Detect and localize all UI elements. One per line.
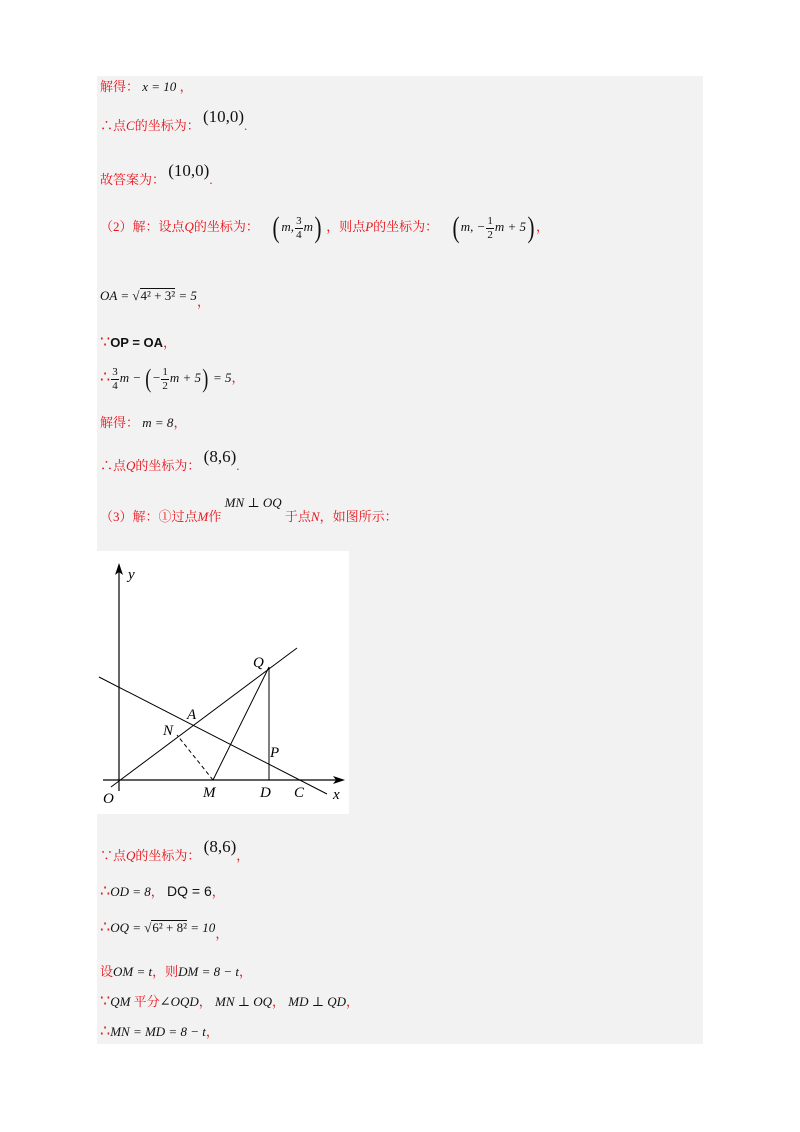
because-point: ∵点 [100, 848, 127, 863]
coord-text: 的坐标为： [135, 458, 201, 473]
var-q: Q [184, 218, 194, 234]
therefore-symbol: ∴ [100, 883, 111, 900]
md-perp-qd: MD ⊥ QD [288, 994, 347, 1009]
answer-value: (10,0) [168, 161, 210, 180]
right-paren: ) [527, 211, 535, 244]
part-3-label: （3）解：①过点 [100, 509, 198, 524]
fraction-1-2: $\frac{1}{2}$ [162, 366, 168, 392]
label-a: A [187, 707, 197, 723]
punctuation: ， [272, 994, 286, 1009]
punctuation: ， [231, 369, 245, 385]
part-2-line [100, 213, 549, 243]
punctuation: ， [179, 79, 193, 94]
as-shown: ，如图所示： [319, 509, 398, 524]
fraction-3-4: $\frac{3}{4}$ [296, 215, 302, 241]
then-point: ，则点 [326, 218, 366, 234]
oa-lhs: OA = [100, 288, 133, 303]
label-c: C [294, 785, 305, 801]
bisector-line [100, 994, 359, 1010]
punctuation: ， [150, 884, 164, 899]
segment-qm [213, 667, 269, 780]
coord-text: 的坐标为： [135, 848, 201, 863]
coord-value: (8,6) [203, 447, 237, 466]
therefore-point: ∴点 [100, 458, 127, 473]
equation: x = 10 [142, 79, 177, 94]
punctuation: ， [215, 926, 229, 941]
var-n: N [310, 509, 320, 524]
p-y-tail: m + 5 [494, 218, 527, 234]
oa-line: OA = √4² + 3² = 5， [100, 288, 210, 309]
therefore-symbol: ∴ [100, 1023, 111, 1040]
oq-rhs: = 10 [187, 920, 216, 935]
p-x: m, − [460, 218, 486, 234]
label-x: x [333, 787, 340, 803]
var-m: M [197, 509, 209, 524]
qm-var: QM [110, 994, 131, 1009]
eq-rhs: = 5 [209, 369, 232, 385]
punctuation: . [236, 458, 240, 473]
var-c: C [126, 118, 135, 133]
coord-value: (8,6) [203, 837, 237, 856]
fraction-3-4: $\frac{3}{4}$ [112, 366, 118, 392]
segment-mn [177, 735, 213, 780]
mn-perp-oq: MN ⊥ OQ [215, 994, 273, 1009]
right-paren: ) [314, 211, 322, 244]
therefore-symbol: ∴ [100, 368, 111, 386]
left-paren: ( [272, 211, 280, 244]
punctuation: ， [211, 884, 225, 899]
punctuation: ， [163, 335, 177, 350]
punctuation: . [209, 172, 213, 187]
q-x: m, [281, 218, 295, 234]
therefore-symbol: ∴ [100, 919, 111, 936]
coord-text: 的坐标为： [193, 218, 259, 234]
part-3-line [100, 495, 398, 524]
figure-svg [97, 551, 349, 814]
because-symbol: ∵ [100, 993, 111, 1010]
label-p: P [270, 745, 280, 761]
coord-text: 的坐标为： [373, 218, 439, 234]
punctuation: ， [239, 964, 253, 979]
oq-lhs: OQ = [110, 920, 145, 935]
punctuation: ， [236, 848, 250, 863]
var-q: Q [126, 848, 136, 863]
oq-line: ∴OQ = √6² + 8² = 10， [100, 919, 229, 941]
var-q: Q [126, 458, 136, 473]
om-expr: OM = t [113, 964, 153, 979]
then-label: ，则 [152, 964, 179, 979]
since-q-line [100, 837, 250, 863]
label-y: y [128, 567, 135, 583]
solve-line-1 [100, 80, 193, 93]
because-symbol: ∵ [100, 334, 111, 351]
dq-expr: DQ = 6 [167, 883, 212, 899]
punctuation: ， [346, 994, 360, 1009]
coord-value: (10,0) [202, 107, 245, 126]
equation-line: ∴ $\frac{3}{4}$ m − (− $\frac{1}{2}$ m + 5) = 5， [100, 364, 245, 393]
geometry-figure [97, 551, 349, 814]
od-expr: OD = 8 [110, 884, 151, 899]
var-p: P [365, 218, 374, 234]
bisects-text: 平分 [133, 994, 160, 1009]
oa-rhs: = 5 [175, 288, 197, 303]
punctuation: ， [173, 415, 187, 430]
set-label: 设 [100, 964, 114, 979]
punctuation: ， [536, 218, 550, 234]
label-m: M [203, 785, 216, 801]
mn-md-expr: MN = MD = 8 − t [110, 1024, 206, 1039]
solve-label: 解得： [100, 79, 140, 94]
solve-m-line [100, 416, 186, 429]
minus: − [153, 369, 161, 385]
radicand: 4² + 3² [140, 288, 176, 303]
punctuation: ， [196, 294, 210, 309]
op-eq-oa: OP = OA [110, 335, 164, 350]
make-text: 作 [208, 509, 222, 524]
line-ac [99, 677, 327, 794]
label-q: Q [253, 655, 264, 671]
op-oa-line [100, 335, 176, 351]
radicand: 6² + 8² [152, 920, 188, 935]
answer-line [100, 161, 213, 187]
set-om-line [100, 965, 252, 978]
eq-inner: m + 5 [169, 369, 202, 385]
coord-text: 的坐标为： [134, 118, 200, 133]
therefore-point: ∴点 [100, 118, 127, 133]
punctuation: ， [205, 1024, 219, 1039]
perp-expr: MN ⊥ OQ [224, 495, 282, 510]
eq-mid: m − [119, 369, 145, 385]
part-2-label: （2）解：设点 [100, 218, 185, 234]
at-point: 于点 [284, 509, 311, 524]
point-c-line [100, 107, 248, 133]
label-o: O [103, 791, 114, 807]
label-n: N [163, 723, 174, 739]
solve-label: 解得： [100, 415, 140, 430]
dm-expr: DM = 8 − t [178, 964, 240, 979]
mn-md-line [100, 1024, 219, 1040]
m-value: m = 8 [142, 415, 174, 430]
left-paren: ( [452, 211, 460, 244]
punctuation: ， [198, 994, 212, 1009]
fraction-1-2: $\frac{1}{2}$ [487, 215, 493, 241]
label-d: D [260, 785, 271, 801]
angle-oqd: ∠OQD [159, 994, 199, 1009]
point-q-line [100, 447, 240, 473]
od-dq-line [100, 884, 225, 900]
q-y-var: m [303, 218, 313, 234]
punctuation: . [244, 118, 248, 133]
answer-label: 故答案为： [100, 172, 166, 187]
